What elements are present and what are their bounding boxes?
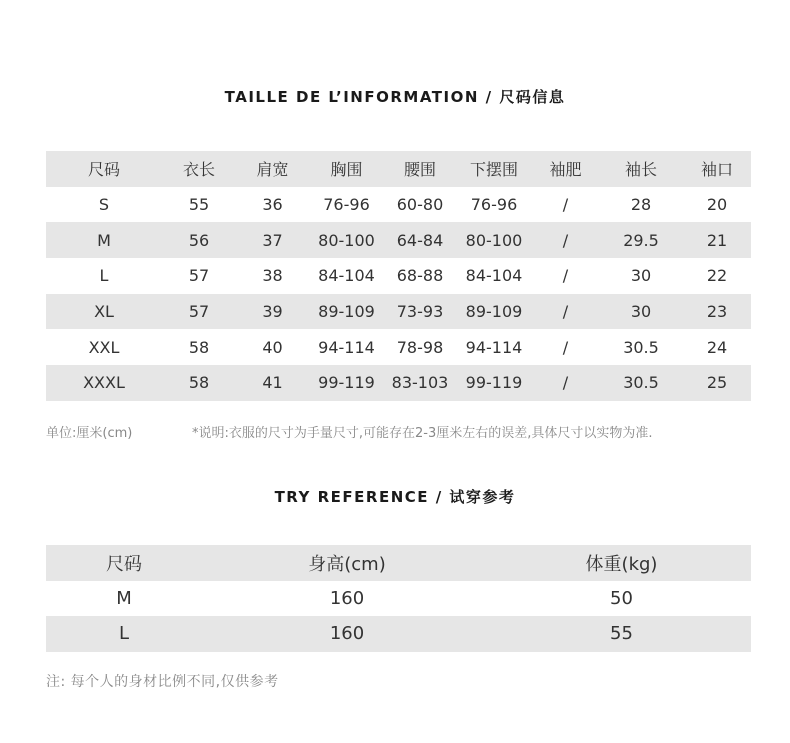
cell-shoulder: 36 <box>262 195 283 215</box>
header-size: 尺码 <box>46 151 162 187</box>
cell-hem: 80-100 <box>456 222 532 258</box>
cell-size: XXL <box>88 337 120 357</box>
cell-sleeve-width: / <box>562 337 569 357</box>
cell-weight: 55 <box>492 616 751 652</box>
cell-size: S <box>98 195 110 215</box>
cell-length: 58 <box>162 365 236 401</box>
header-shoulder: 肩宽 <box>236 151 309 187</box>
cell-sleeve-length: 30 <box>599 294 683 330</box>
cell-length: 56 <box>162 222 236 258</box>
cell-sleeve-width: / <box>532 294 599 330</box>
cell-sleeve-width: / <box>562 195 569 215</box>
cell-size: L <box>99 266 109 286</box>
cell-hem: 89-109 <box>456 294 532 330</box>
cell-height: 160 <box>329 587 365 609</box>
size-info-title: TAILLE DE L’INFORMATION / 尺码信息 <box>224 88 566 106</box>
cell-chest: 94-114 <box>318 337 375 357</box>
cell-shoulder: 38 <box>262 266 283 286</box>
try-reference-title: TRY REFERENCE / 试穿参考 <box>274 488 516 506</box>
cell-length: 57 <box>162 294 236 330</box>
header-weight: 体重(kg) <box>492 545 751 581</box>
cell-cuff: 21 <box>683 222 751 258</box>
cell-length: 58 <box>188 337 210 357</box>
cell-size: M <box>116 587 132 609</box>
table-row <box>46 581 751 617</box>
cell-shoulder: 37 <box>236 222 309 258</box>
cell-hem: 76-96 <box>470 195 518 215</box>
cell-chest: 89-109 <box>309 294 384 330</box>
table-row <box>46 222 751 258</box>
cell-size: L <box>46 616 202 652</box>
cell-sleeve-length: 29.5 <box>599 222 683 258</box>
size-table-header-row <box>46 151 751 187</box>
header-chest: 胸围 <box>309 151 384 187</box>
table-row <box>46 365 751 401</box>
cell-sleeve-width: / <box>532 365 599 401</box>
cell-waist: 60-80 <box>396 195 444 215</box>
header-sleeve-length: 袖长 <box>599 151 683 187</box>
cell-length: 55 <box>188 195 210 215</box>
table-row <box>46 187 751 223</box>
cell-hem: 99-119 <box>456 365 532 401</box>
cell-chest: 76-96 <box>323 195 370 215</box>
cell-sleeve-length: 30.5 <box>623 337 659 357</box>
cell-cuff: 22 <box>706 266 728 286</box>
measurement-explanation-note: *说明:衣服的尺寸为手量尺寸,可能存在2-3厘米左右的误差,具体尺寸以实物为准. <box>192 426 653 441</box>
cell-shoulder: 39 <box>236 294 309 330</box>
cell-sleeve-length: 30.5 <box>599 365 683 401</box>
cell-cuff: 23 <box>683 294 751 330</box>
cell-hem: 94-114 <box>465 337 523 357</box>
cell-cuff: 20 <box>706 195 728 215</box>
cell-shoulder: 40 <box>262 337 283 357</box>
table-row <box>46 258 751 294</box>
cell-sleeve-width: / <box>532 222 599 258</box>
cell-waist: 64-84 <box>384 222 456 258</box>
cell-waist: 73-93 <box>384 294 456 330</box>
cell-length: 57 <box>188 266 210 286</box>
size-table <box>46 151 751 401</box>
reference-table <box>46 545 751 652</box>
cell-chest: 80-100 <box>309 222 384 258</box>
cell-hem: 84-104 <box>465 266 523 286</box>
cell-waist: 68-88 <box>396 266 444 286</box>
header-sleeve-width: 袖肥 <box>532 151 599 187</box>
cell-chest: 99-119 <box>309 365 384 401</box>
cell-chest: 84-104 <box>318 266 375 286</box>
header-height: 身高(cm) <box>202 545 492 581</box>
reference-table-header-row <box>46 545 751 581</box>
cell-cuff: 25 <box>683 365 751 401</box>
cell-waist: 83-103 <box>384 365 456 401</box>
cell-weight: 50 <box>610 587 633 609</box>
cell-cuff: 24 <box>706 337 728 357</box>
table-row <box>46 294 751 330</box>
reference-note: 注: 每个人的身材比例不同,仅供参考 <box>46 674 279 690</box>
cell-waist: 78-98 <box>396 337 444 357</box>
cell-size: XXXL <box>46 365 162 401</box>
header-length: 衣长 <box>162 151 236 187</box>
table-row <box>46 616 751 652</box>
cell-size: M <box>46 222 162 258</box>
header-waist: 腰围 <box>384 151 456 187</box>
cell-sleeve-width: / <box>562 266 569 286</box>
unit-note: 单位:厘米(cm) <box>46 426 133 441</box>
header-size: 尺码 <box>46 545 202 581</box>
cell-height: 160 <box>202 616 492 652</box>
header-hem: 下摆围 <box>456 151 532 187</box>
cell-sleeve-length: 30 <box>630 266 652 286</box>
header-cuff: 袖口 <box>683 151 751 187</box>
cell-size: XL <box>46 294 162 330</box>
cell-shoulder: 41 <box>236 365 309 401</box>
table-row <box>46 329 751 365</box>
cell-sleeve-length: 28 <box>630 195 652 215</box>
